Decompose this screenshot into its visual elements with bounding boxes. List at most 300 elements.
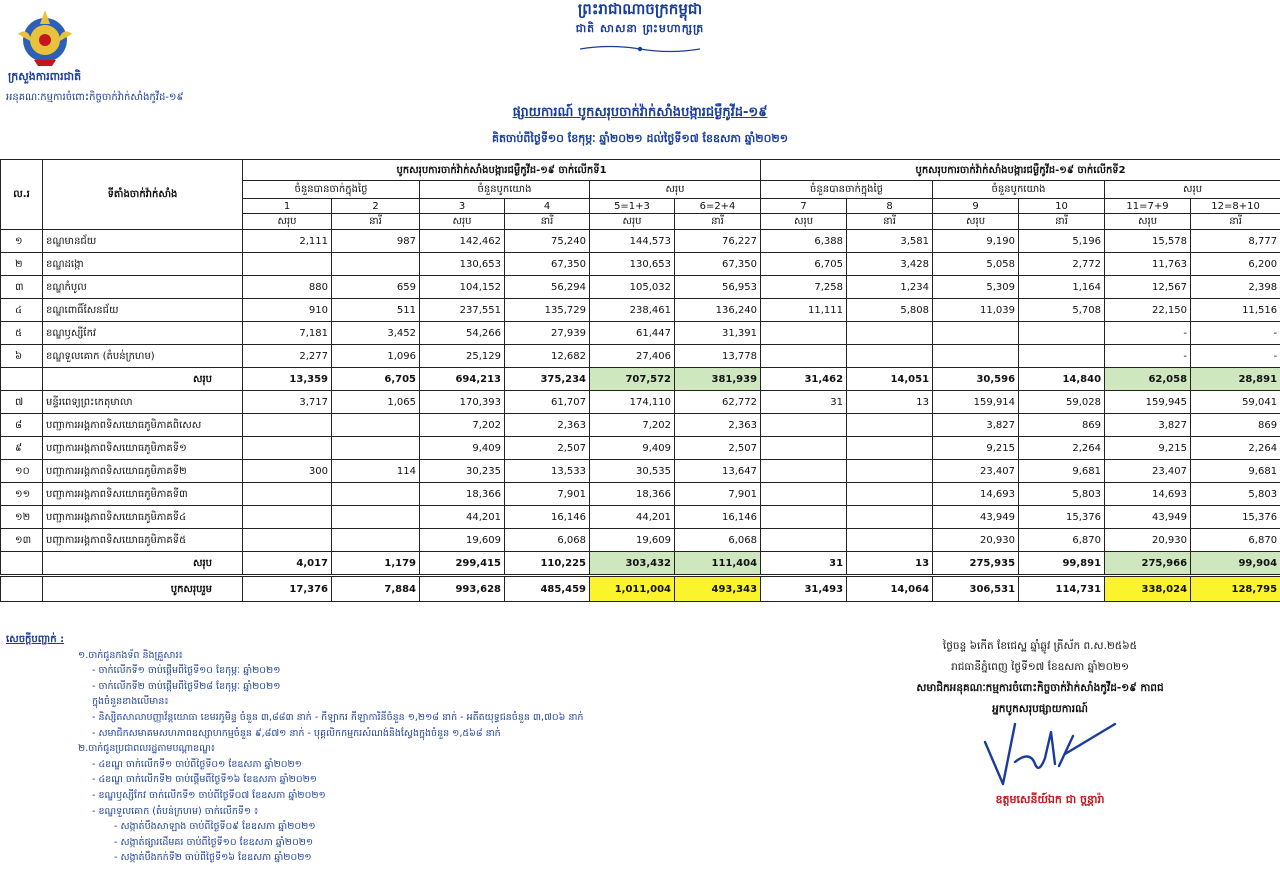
table-row	[1, 322, 1280, 345]
value-cell	[847, 460, 933, 483]
total-cell: 114,731	[1019, 576, 1105, 602]
row-number: ៧	[1, 391, 43, 414]
total-cell: 4,017	[243, 552, 332, 576]
daily-group-header: ចំនួនបានចាក់ក្នុងថ្ងៃ	[761, 181, 933, 199]
total-cell: 381,939	[675, 368, 761, 391]
total-cell: 17,376	[243, 576, 332, 602]
value-cell	[933, 345, 1019, 368]
empty-cell	[1, 576, 43, 602]
location-name: ខណ្ឌកំបូល	[43, 276, 243, 299]
value-cell: 11,111	[761, 299, 847, 322]
col-number-label: 9	[933, 199, 1019, 214]
value-cell: 6,705	[761, 253, 847, 276]
total-cell: 14,840	[1019, 368, 1105, 391]
value-cell: 6,068	[675, 529, 761, 552]
value-cell: 25,129	[420, 345, 505, 368]
value-cell: 105,032	[590, 276, 675, 299]
value-cell: 2,277	[243, 345, 332, 368]
col-sub-label: សរុប	[243, 214, 332, 230]
table-row	[1, 414, 1280, 437]
total-cell: 110,225	[505, 552, 590, 576]
value-cell: 16,146	[505, 506, 590, 529]
grand-total-row-label: បូកសរុបរួម	[43, 576, 243, 602]
value-cell: 3,428	[847, 253, 933, 276]
note-line: - ខណ្ឌឫស្សីកែវ ចាក់លើកទី១ ចាប់ពីថ្ងៃទី០៧ ខែឧសភា ឆ្នាំ២០២១	[92, 789, 326, 801]
row-number: ១១	[1, 483, 43, 506]
col-sub-label: សរុប	[420, 214, 505, 230]
total-cell: 485,459	[505, 576, 590, 602]
value-cell: 5,803	[1019, 483, 1105, 506]
col-sub-label: នារី	[1019, 214, 1105, 230]
value-cell: 67,350	[675, 253, 761, 276]
value-cell: 8,777	[1191, 230, 1280, 253]
value-cell: 2,507	[675, 437, 761, 460]
value-cell: 869	[1191, 414, 1280, 437]
value-cell: 910	[243, 299, 332, 322]
value-cell: 9,409	[590, 437, 675, 460]
value-cell: 9,190	[933, 230, 1019, 253]
value-cell: -	[1191, 322, 1280, 345]
notes-heading: សេចក្តីបញ្ជាក់ :	[6, 634, 65, 645]
value-cell: 5,708	[1019, 299, 1105, 322]
location-name: ខណ្ឌទួលគោក (តំបន់ក្រហម)	[43, 345, 243, 368]
value-cell: 44,201	[590, 506, 675, 529]
value-cell: 12,682	[505, 345, 590, 368]
value-cell	[847, 322, 933, 345]
value-cell	[332, 414, 420, 437]
value-cell: 5,196	[1019, 230, 1105, 253]
col-sub-label: នារី	[847, 214, 933, 230]
value-cell	[243, 437, 332, 460]
value-cell: 13	[847, 391, 933, 414]
col-number-label: 11=7+9	[1105, 199, 1191, 214]
total-cell: 375,234	[505, 368, 590, 391]
value-cell: 11,516	[1191, 299, 1280, 322]
value-cell: 104,152	[420, 276, 505, 299]
value-cell	[1019, 345, 1105, 368]
value-cell: 76,227	[675, 230, 761, 253]
value-cell: 23,407	[933, 460, 1019, 483]
value-cell: 30,535	[590, 460, 675, 483]
value-cell: 75,240	[505, 230, 590, 253]
value-cell	[761, 529, 847, 552]
value-cell: 6,068	[505, 529, 590, 552]
value-cell: 6,870	[1019, 529, 1105, 552]
notes-section	[6, 632, 646, 866]
value-cell: 6,388	[761, 230, 847, 253]
col-sub-label: សរុប	[590, 214, 675, 230]
col-number-label: 8	[847, 199, 933, 214]
value-cell: 135,729	[505, 299, 590, 322]
value-cell: 880	[243, 276, 332, 299]
row-number: ៤	[1, 299, 43, 322]
value-cell: 7,202	[420, 414, 505, 437]
value-cell: 15,376	[1019, 506, 1105, 529]
note-line: - សង្កាត់ផ្សារដើមគរ ចាប់ពីថ្ងៃទី១០ ខែឧសភា ឆ្នាំ២០២១	[114, 836, 314, 848]
value-cell: 2,111	[243, 230, 332, 253]
value-cell	[761, 460, 847, 483]
value-cell: 987	[332, 230, 420, 253]
row-number: ៦	[1, 345, 43, 368]
table-row	[1, 437, 1280, 460]
value-cell: 56,953	[675, 276, 761, 299]
vaccination-table	[0, 159, 1280, 602]
handwritten-signature-icon	[975, 702, 1125, 792]
value-cell: 7,181	[243, 322, 332, 345]
value-cell: 1,164	[1019, 276, 1105, 299]
daily-group-header: ចំនួនបានចាក់ក្នុងថ្ងៃ	[243, 181, 420, 199]
value-cell: -	[1191, 345, 1280, 368]
value-cell: 159,945	[1105, 391, 1191, 414]
col-number-label: 4	[505, 199, 590, 214]
value-cell: 3,717	[243, 391, 332, 414]
row-number: ១៣	[1, 529, 43, 552]
value-cell: 869	[1019, 414, 1105, 437]
value-cell: 136,240	[675, 299, 761, 322]
value-cell	[761, 414, 847, 437]
table-row	[1, 506, 1280, 529]
col-sub-label: នារី	[675, 214, 761, 230]
value-cell: 13,647	[675, 460, 761, 483]
col-no-header: ល.រ	[1, 160, 43, 230]
value-cell: 59,028	[1019, 391, 1105, 414]
value-cell: 15,578	[1105, 230, 1191, 253]
row-number: ៥	[1, 322, 43, 345]
value-cell: 237,551	[420, 299, 505, 322]
value-cell: 61,447	[590, 322, 675, 345]
value-cell: 67,350	[505, 253, 590, 276]
report-title: ផ្សាយការណ៍ បូកសរុបចាក់វ៉ាក់សាំងបង្ការជម្ងឺកូវីដ-១៩	[512, 105, 768, 120]
value-cell: 130,653	[590, 253, 675, 276]
value-cell: 23,407	[1105, 460, 1191, 483]
total-cell: 13	[847, 552, 933, 576]
value-cell	[332, 506, 420, 529]
dose1-header: បូកសរុបការចាក់វ៉ាក់សាំងបង្ការជម្ងឺកូវីដ-១៩ ចាក់លើកទី1	[243, 160, 761, 181]
value-cell: 7,901	[675, 483, 761, 506]
value-cell: 9,681	[1191, 460, 1280, 483]
row-number: ២	[1, 253, 43, 276]
report-period: គិតចាប់ពីថ្ងៃទី១០ ខែកុម្ភៈ ឆ្នាំ២០២១ ដល់ថ្ងៃទី១៧ ខែឧសភា ឆ្នាំ២០២១	[491, 132, 789, 145]
subtotal-row-label: សរុប	[43, 552, 243, 576]
note-line: - ខណ្ឌទួលគោក (តំបន់ក្រហម) ចាក់លើកទី១ ៖	[92, 805, 259, 817]
value-cell: 3,452	[332, 322, 420, 345]
value-cell: 5,808	[847, 299, 933, 322]
value-cell: 11,039	[933, 299, 1019, 322]
value-cell: 16,146	[675, 506, 761, 529]
value-cell	[761, 437, 847, 460]
note-line: - និស្សិតសាលាបញ្ញាវ័ន្តយោធា ខេមរភូមិន្ទ ចំនួន ៣,៨៨៣ នាក់ - កីឡាករ កីឡាការិនីចំនួន ១,២១៨ នាក់ - អតីតយុទ្ធជនចំនួន ៣,៧០៦ នាក់	[92, 711, 584, 723]
total-cell: 14,064	[847, 576, 933, 602]
col-location-header: ទីតាំងចាក់វ៉ាក់សាំង	[43, 160, 243, 230]
value-cell	[1019, 322, 1105, 345]
value-cell: 6,200	[1191, 253, 1280, 276]
signer-role: អ្នកបូកសរុបផ្សាយការណ៍	[992, 703, 1088, 715]
value-cell	[243, 506, 332, 529]
total-cell: 275,966	[1105, 552, 1191, 576]
place-date: រាជធានីភ្នំពេញ ថ្ងៃទី១៧ ខែឧសភា ឆ្នាំ២០២១	[951, 661, 1129, 673]
value-cell: 5,803	[1191, 483, 1280, 506]
col-number-label: 10	[1019, 199, 1105, 214]
row-number: ១២	[1, 506, 43, 529]
value-cell: 2,398	[1191, 276, 1280, 299]
total-cell: 13,359	[243, 368, 332, 391]
value-cell: 43,949	[933, 506, 1019, 529]
note-line: - សមាជិកសមាគមសហភាពឧស្សាហកម្មចំនួន ៩,៨៧១ នាក់ - បុគ្គលិកកម្មករសំណង់និងស្វែងក្នុងចំនួន ១,៥៦៨ នាក់	[92, 727, 501, 739]
note-line: ក្នុងចំនួនខាងលើមាន៖	[92, 696, 169, 708]
total-cell: 28,891	[1191, 368, 1280, 391]
value-cell: 1,065	[332, 391, 420, 414]
value-cell: 3,827	[1105, 414, 1191, 437]
value-cell: 130,653	[420, 253, 505, 276]
value-cell: 174,110	[590, 391, 675, 414]
total-cell: 338,024	[1105, 576, 1191, 602]
col-sub-label: នារី	[505, 214, 590, 230]
location-name: បញ្ជាការអង្គភាពទិសយោធភូមិភាគទី៤	[43, 506, 243, 529]
location-name: បញ្ជាការអង្គភាពទិសយោធភូមិភាគទី១	[43, 437, 243, 460]
table-row	[1, 299, 1280, 322]
cumulative-group-header: ចំនួនបូកយោង	[420, 181, 590, 199]
value-cell: 9,215	[933, 437, 1019, 460]
location-name: ខណ្ឌពោធិ៍សែនជ័យ	[43, 299, 243, 322]
total-cell: 99,891	[1019, 552, 1105, 576]
value-cell	[761, 506, 847, 529]
total-group-header: សរុប	[590, 181, 761, 199]
value-cell: 2,363	[505, 414, 590, 437]
value-cell: 5,058	[933, 253, 1019, 276]
col-sub-label: សរុប	[933, 214, 1019, 230]
value-cell: 20,930	[933, 529, 1019, 552]
value-cell: 20,930	[1105, 529, 1191, 552]
value-cell: 2,363	[675, 414, 761, 437]
value-cell	[847, 414, 933, 437]
note-line: - ចាក់លើកទី២ ចាប់ផ្តើមពីថ្ងៃទី២៨ ខែកុម្ភៈ ឆ្នាំ២០២១	[92, 680, 281, 692]
value-cell	[761, 322, 847, 345]
value-cell: 1,234	[847, 276, 933, 299]
total-cell: 111,404	[675, 552, 761, 576]
value-cell: 22,150	[1105, 299, 1191, 322]
value-cell: 9,409	[420, 437, 505, 460]
total-cell: 493,343	[675, 576, 761, 602]
lunar-date: ថ្ងៃចន្ទ ៦កើត ខែជេស្ឋ ឆ្នាំឆ្លូវ ត្រីស័ក ព.ស.២៥៦៥	[942, 640, 1138, 652]
ornament-divider-icon	[580, 44, 700, 54]
total-cell: 14,051	[847, 368, 933, 391]
value-cell: 2,264	[1019, 437, 1105, 460]
table-row	[1, 460, 1280, 483]
location-name: ខណ្ឌមានជ័យ	[43, 230, 243, 253]
note-line: - ៤ខណ្ឌ ចាក់លើកទី១ ចាប់ពីថ្ងៃទី០១ ខែឧសភា ឆ្នាំ២០២១	[92, 758, 302, 770]
value-cell: 238,461	[590, 299, 675, 322]
value-cell: 19,609	[590, 529, 675, 552]
value-cell	[847, 345, 933, 368]
value-cell: 3,581	[847, 230, 933, 253]
value-cell	[332, 483, 420, 506]
col-number-label: 6=2+4	[675, 199, 761, 214]
col-number-label: 7	[761, 199, 847, 214]
total-cell: 303,432	[590, 552, 675, 576]
total-group-header: សរុប	[1105, 181, 1280, 199]
value-cell: 14,693	[1105, 483, 1191, 506]
col-number-label: 2	[332, 199, 420, 214]
total-cell: 31	[761, 552, 847, 576]
row-number: ៣	[1, 276, 43, 299]
col-sub-label: សរុប	[761, 214, 847, 230]
value-cell: 9,215	[1105, 437, 1191, 460]
value-cell: 2,507	[505, 437, 590, 460]
note-line: - ៤ខណ្ឌ ចាក់លើកទី២ ចាប់ផ្តើមពីថ្ងៃទី១៦ ខែឧសភា ឆ្នាំ២០២១	[92, 774, 317, 786]
value-cell: 2,772	[1019, 253, 1105, 276]
ministry-name: ក្រសួងការពារជាតិ	[8, 70, 82, 83]
location-name: បញ្ជាការអង្គភាពទិសយោធភូមិភាគពិសេស	[43, 414, 243, 437]
value-cell: 144,573	[590, 230, 675, 253]
value-cell	[761, 345, 847, 368]
value-cell	[761, 483, 847, 506]
total-cell: 99,904	[1191, 552, 1280, 576]
location-name: បញ្ជាការអង្គភាពទិសយោធភូមិភាគទី៣	[43, 483, 243, 506]
value-cell: 30,235	[420, 460, 505, 483]
value-cell: 15,376	[1191, 506, 1280, 529]
value-cell	[933, 322, 1019, 345]
total-cell: 993,628	[420, 576, 505, 602]
col-number-label: 12=8+10	[1191, 199, 1280, 214]
table-row	[1, 529, 1280, 552]
row-number: ៩	[1, 437, 43, 460]
value-cell: 3,827	[933, 414, 1019, 437]
value-cell: 13,533	[505, 460, 590, 483]
kingdom-heading: ព្រះរាជាណាចក្រកម្ពុជា	[577, 0, 703, 18]
subtotal-row	[1, 552, 1280, 576]
note-line: ១.ចាក់ជូនកងទ័ព និងគ្រួសារ៖	[78, 649, 183, 661]
value-cell: 659	[332, 276, 420, 299]
location-name: បញ្ជាការអង្គភាពទិសយោធភូមិភាគទី២	[43, 460, 243, 483]
total-cell: 275,935	[933, 552, 1019, 576]
value-cell: 5,309	[933, 276, 1019, 299]
value-cell	[243, 414, 332, 437]
total-cell: 31,462	[761, 368, 847, 391]
value-cell	[847, 506, 933, 529]
total-cell: 7,884	[332, 576, 420, 602]
value-cell: 7,258	[761, 276, 847, 299]
table-row	[1, 276, 1280, 299]
value-cell: 142,462	[420, 230, 505, 253]
national-motto: ជាតិ សាសនា ព្រះមហាក្សត្រ	[575, 22, 705, 35]
value-cell: 56,294	[505, 276, 590, 299]
dose2-header: បូកសរុបការចាក់វ៉ាក់សាំងបង្ការជម្ងឺកូវីដ-១៩ ចាក់លើកទី2	[761, 160, 1280, 181]
value-cell: 54,266	[420, 322, 505, 345]
value-cell	[243, 483, 332, 506]
col-number-label: 5=1+3	[590, 199, 675, 214]
empty-cell	[1, 552, 43, 576]
value-cell: 511	[332, 299, 420, 322]
table-row	[1, 483, 1280, 506]
value-cell: 9,681	[1019, 460, 1105, 483]
value-cell: 7,202	[590, 414, 675, 437]
note-line: - ចាក់លើកទី១ ចាប់ផ្តើមពីថ្ងៃទី១០ ខែកុម្ភៈ ឆ្នាំ២០២១	[92, 665, 281, 677]
value-cell	[332, 253, 420, 276]
value-cell: -	[1105, 345, 1191, 368]
value-cell: 31,391	[675, 322, 761, 345]
location-name: ខណ្ឌដង្កោ	[43, 253, 243, 276]
value-cell: 6,870	[1191, 529, 1280, 552]
signer-name: ឧត្តមសេនីយ៍ឯក ជា ចន្ណារ៉ា	[995, 793, 1105, 806]
col-sub-label: នារី	[1191, 214, 1280, 230]
location-name: មន្ទីរពេទ្យព្រះកេតុមាលា	[43, 391, 243, 414]
total-cell: 30,596	[933, 368, 1019, 391]
value-cell: 7,901	[505, 483, 590, 506]
value-cell: 18,366	[420, 483, 505, 506]
value-cell: -	[1105, 322, 1191, 345]
value-cell	[332, 437, 420, 460]
empty-cell	[1, 368, 43, 391]
value-cell: 44,201	[420, 506, 505, 529]
col-number-label: 1	[243, 199, 332, 214]
total-cell: 62,058	[1105, 368, 1191, 391]
note-line: - សង្កាត់បឹងកក់ទី២ ចាប់ពីថ្ងៃទី១៦ ខែឧសភា ឆ្នាំ២០២១	[114, 852, 312, 864]
value-cell	[847, 483, 933, 506]
location-name: ខណ្ឌឫស្សីកែវ	[43, 322, 243, 345]
table-row	[1, 345, 1280, 368]
row-number: ១០	[1, 460, 43, 483]
value-cell: 1,096	[332, 345, 420, 368]
value-cell	[243, 253, 332, 276]
value-cell: 2,264	[1191, 437, 1280, 460]
value-cell: 114	[332, 460, 420, 483]
note-line: ២.ចាក់ជូនប្រជាពលរដ្ឋតាមបណ្តាខណ្ឌ៖	[78, 743, 215, 755]
total-cell: 694,213	[420, 368, 505, 391]
note-line: - សង្កាត់បឹងសាឡាង ចាប់ពីថ្ងៃទី០៩ ខែឧសភា ឆ្នាំ២០២១	[114, 821, 316, 833]
value-cell: 27,939	[505, 322, 590, 345]
value-cell: 300	[243, 460, 332, 483]
total-cell: 707,572	[590, 368, 675, 391]
total-cell: 6,705	[332, 368, 420, 391]
total-cell: 128,795	[1191, 576, 1280, 602]
total-cell: 31,493	[761, 576, 847, 602]
value-cell: 159,914	[933, 391, 1019, 414]
value-cell: 61,707	[505, 391, 590, 414]
value-cell: 19,609	[420, 529, 505, 552]
row-number: ១	[1, 230, 43, 253]
value-cell: 27,406	[590, 345, 675, 368]
value-cell: 170,393	[420, 391, 505, 414]
value-cell: 14,693	[933, 483, 1019, 506]
value-cell: 12,567	[1105, 276, 1191, 299]
value-cell	[243, 529, 332, 552]
total-cell: 299,415	[420, 552, 505, 576]
committee-title: សមាជិកអនុគណៈកម្មការចំពោះកិច្ចចាក់វ៉ាក់សាំងកូវីដ-១៩ កាពជ	[916, 682, 1164, 694]
col-sub-label: នារី	[332, 214, 420, 230]
cumulative-group-header: ចំនួនបូកយោង	[933, 181, 1105, 199]
value-cell: 13,778	[675, 345, 761, 368]
grand-total-row	[1, 576, 1280, 602]
col-number-label: 3	[420, 199, 505, 214]
value-cell: 11,763	[1105, 253, 1191, 276]
total-cell: 1,179	[332, 552, 420, 576]
table-row	[1, 253, 1280, 276]
total-cell: 1,011,004	[590, 576, 675, 602]
value-cell: 18,366	[590, 483, 675, 506]
value-cell	[332, 529, 420, 552]
table-row	[1, 391, 1280, 414]
value-cell: 43,949	[1105, 506, 1191, 529]
subcommittee-name: អនុគណៈកម្មការចំពោះកិច្ចចាក់វ៉ាក់សាំងកូវីដ-១៩	[6, 92, 184, 103]
value-cell: 59,041	[1191, 391, 1280, 414]
subtotal-row-label: សរុប	[43, 368, 243, 391]
value-cell: 62,772	[675, 391, 761, 414]
value-cell	[847, 437, 933, 460]
table-row	[1, 230, 1280, 253]
row-number: ៨	[1, 414, 43, 437]
subtotal-row	[1, 368, 1280, 391]
location-name: បញ្ជាការអង្គភាពទិសយោធភូមិភាគទី៥	[43, 529, 243, 552]
